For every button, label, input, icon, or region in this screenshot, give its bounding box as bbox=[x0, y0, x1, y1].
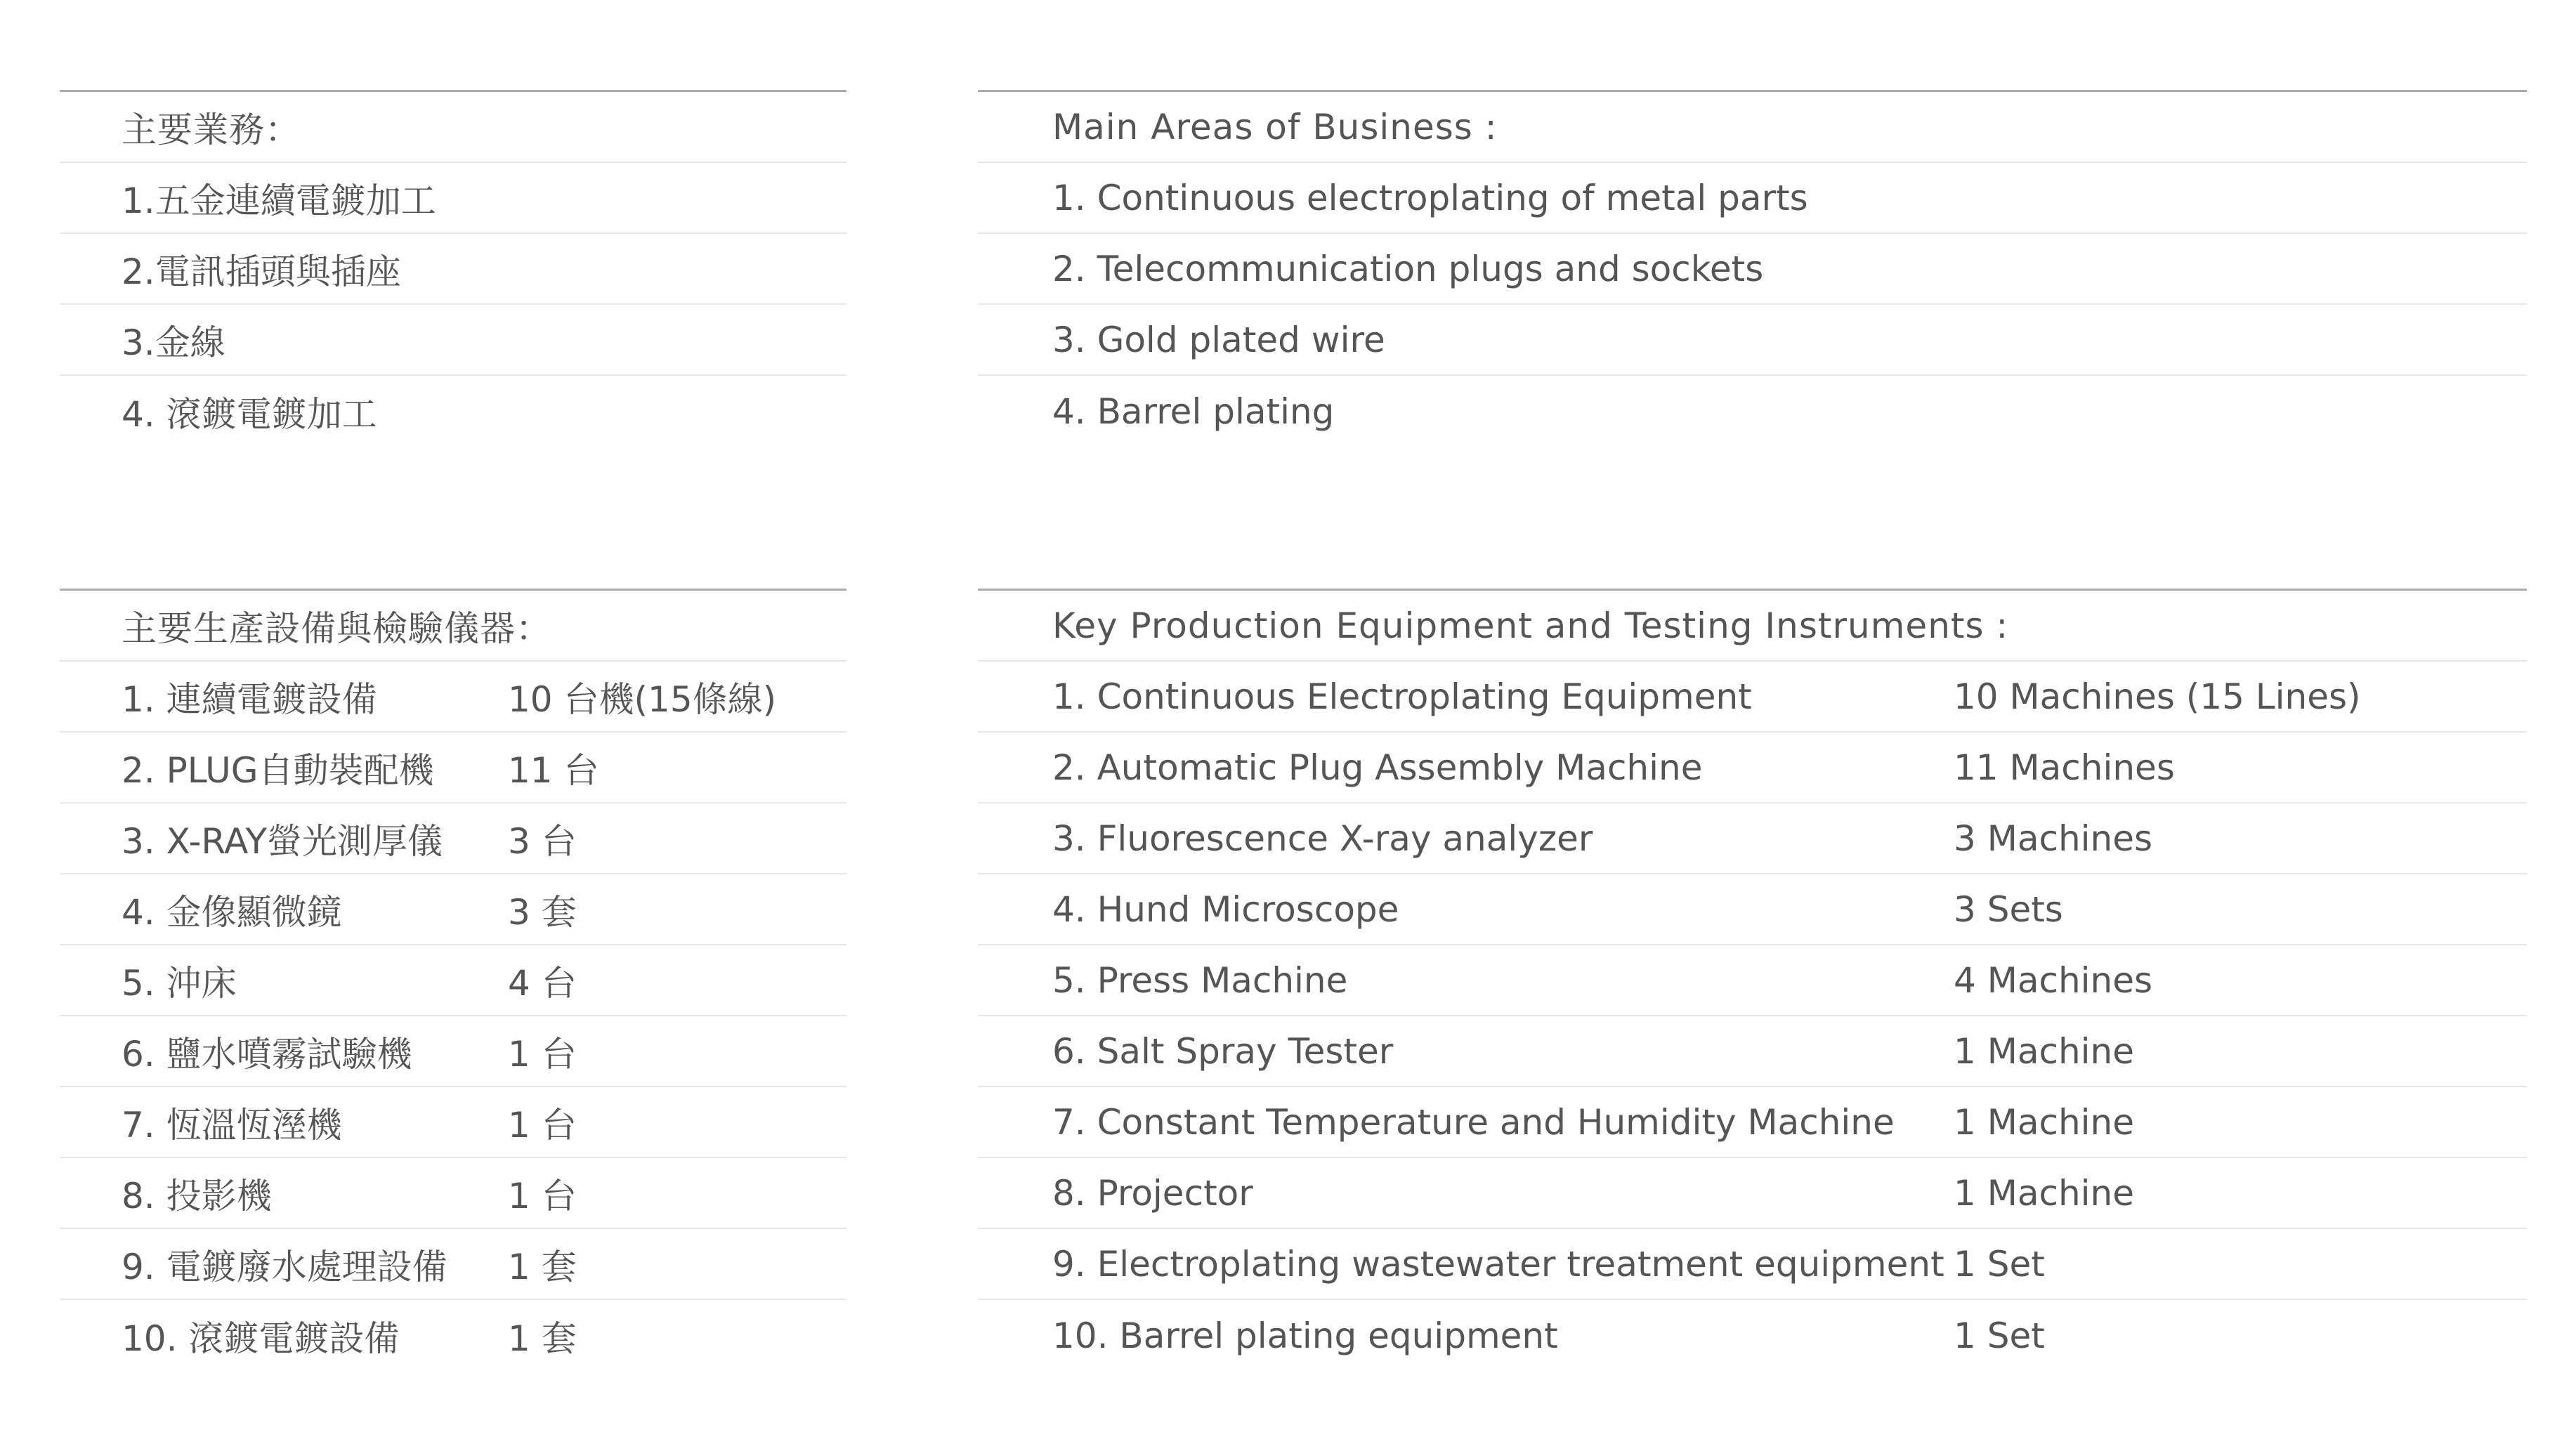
equipment-zh-row bbox=[60, 1158, 846, 1229]
equipment-zh-name: 6. 鹽水噴霧試驗機 bbox=[122, 1033, 412, 1075]
equipment-en-name: 8. Projector bbox=[1052, 1172, 1253, 1214]
equipment-en-qty: 3 Machines bbox=[1954, 818, 2153, 859]
equipment-en-row bbox=[978, 1300, 2527, 1371]
equipment-zh-qty: 10 台機(15條線) bbox=[508, 678, 777, 720]
business-en-item: 4. Barrel plating bbox=[1052, 390, 1335, 432]
business-zh-item: 1.五金連續電鍍加工 bbox=[122, 180, 436, 221]
business-en-row bbox=[978, 234, 2527, 305]
equipment-zh-qty: 1 台 bbox=[508, 1104, 577, 1146]
equipment-en-qty: 1 Machine bbox=[1954, 1172, 2135, 1214]
business-en-item: 1. Continuous electroplating of metal parts bbox=[1052, 177, 1808, 218]
equipment-zh-heading-row bbox=[60, 591, 846, 662]
business-en-section bbox=[978, 90, 2527, 447]
equipment-zh-row bbox=[60, 662, 846, 733]
equipment-en-row bbox=[978, 662, 2527, 733]
equipment-zh-name: 10. 滾鍍電鍍設備 bbox=[122, 1318, 400, 1359]
equipment-zh-row bbox=[60, 733, 846, 803]
equipment-zh-row bbox=[60, 1016, 846, 1087]
equipment-zh-qty: 3 套 bbox=[508, 891, 577, 933]
business-zh-item: 3.金線 bbox=[122, 322, 225, 363]
equipment-en-name: 2. Automatic Plug Assembly Machine bbox=[1052, 747, 1703, 788]
equipment-en-row bbox=[978, 1158, 2527, 1229]
equipment-zh-title: 主要生產設備與檢驗儀器： bbox=[122, 608, 551, 649]
equipment-zh-name: 5. 沖床 bbox=[122, 962, 237, 1004]
business-zh-row bbox=[60, 163, 846, 234]
equipment-zh-name: 1. 連續電鍍設備 bbox=[122, 678, 377, 720]
equipment-en-name: 5. Press Machine bbox=[1052, 959, 1348, 1001]
equipment-zh-row bbox=[60, 803, 846, 874]
business-en-row bbox=[978, 305, 2527, 376]
equipment-zh-name: 4. 金像顯微鏡 bbox=[122, 891, 342, 933]
equipment-zh-row bbox=[60, 874, 846, 945]
equipment-zh-name: 7. 恆溫恆溼機 bbox=[122, 1104, 342, 1146]
business-en-item: 3. Gold plated wire bbox=[1052, 319, 1385, 360]
equipment-zh-name: 9. 電鍍廢水處理設備 bbox=[122, 1246, 447, 1287]
equipment-en-name: 3. Fluorescence X-ray analyzer bbox=[1052, 818, 1593, 859]
equipment-en-heading-row bbox=[978, 591, 2527, 662]
equipment-zh-name: 3. X-RAY螢光測厚儀 bbox=[122, 820, 443, 862]
business-en-heading-row bbox=[978, 92, 2527, 163]
equipment-zh-qty: 3 台 bbox=[508, 820, 577, 862]
equipment-en-row bbox=[978, 1087, 2527, 1158]
business-en-row bbox=[978, 376, 2527, 447]
business-zh-row bbox=[60, 376, 846, 447]
equipment-en-qty: 11 Machines bbox=[1954, 747, 2175, 788]
business-zh-item: 4. 滾鍍電鍍加工 bbox=[122, 393, 377, 435]
equipment-en-row bbox=[978, 733, 2527, 803]
equipment-zh-row bbox=[60, 1300, 846, 1371]
equipment-en-name: 7. Constant Temperature and Humidity Machine bbox=[1052, 1101, 1895, 1143]
business-zh-section bbox=[60, 90, 846, 447]
equipment-zh-qty: 11 台 bbox=[508, 749, 599, 791]
business-en-item: 2. Telecommunication plugs and sockets bbox=[1052, 248, 1764, 289]
equipment-en-row bbox=[978, 803, 2527, 874]
equipment-en-qty: 1 Machine bbox=[1954, 1030, 2135, 1072]
equipment-en-name: 1. Continuous Electroplating Equipment bbox=[1052, 676, 1752, 717]
equipment-en-qty: 10 Machines (15 Lines) bbox=[1954, 676, 2361, 717]
equipment-zh-qty: 1 台 bbox=[508, 1175, 577, 1216]
equipment-en-row bbox=[978, 1229, 2527, 1300]
business-en-row bbox=[978, 163, 2527, 234]
equipment-zh-row bbox=[60, 1087, 846, 1158]
equipment-zh-qty: 1 台 bbox=[508, 1033, 577, 1075]
business-zh-row bbox=[60, 305, 846, 376]
equipment-en-name: 10. Barrel plating equipment bbox=[1052, 1315, 1558, 1356]
equipment-en-qty: 3 Sets bbox=[1954, 888, 2063, 930]
equipment-en-row bbox=[978, 1016, 2527, 1087]
equipment-zh-name: 2. PLUG自動裝配機 bbox=[122, 749, 434, 791]
business-zh-title: 主要業務： bbox=[122, 109, 301, 150]
equipment-en-section bbox=[978, 589, 2527, 1371]
equipment-zh-section bbox=[60, 589, 846, 1371]
business-zh-item: 2.電訊插頭與插座 bbox=[122, 251, 401, 292]
equipment-en-name: 4. Hund Microscope bbox=[1052, 888, 1399, 930]
equipment-en-name: 9. Electroplating wastewater treatment equipment bbox=[1052, 1243, 1944, 1285]
equipment-zh-qty: 1 套 bbox=[508, 1318, 577, 1359]
equipment-en-row bbox=[978, 945, 2527, 1016]
equipment-zh-row bbox=[60, 945, 846, 1016]
business-zh-row bbox=[60, 234, 846, 305]
equipment-zh-qty: 4 台 bbox=[508, 962, 577, 1004]
equipment-zh-name: 8. 投影機 bbox=[122, 1175, 272, 1216]
equipment-en-qty: 4 Machines bbox=[1954, 959, 2153, 1001]
equipment-zh-row bbox=[60, 1229, 846, 1300]
equipment-zh-qty: 1 套 bbox=[508, 1246, 577, 1287]
business-en-title: Main Areas of Business : bbox=[1052, 106, 1498, 147]
equipment-en-qty: 1 Set bbox=[1954, 1243, 2045, 1285]
equipment-en-name: 6. Salt Spray Tester bbox=[1052, 1030, 1394, 1072]
equipment-en-qty: 1 Machine bbox=[1954, 1101, 2135, 1143]
equipment-en-row bbox=[978, 874, 2527, 945]
business-zh-heading-row bbox=[60, 92, 846, 163]
equipment-en-qty: 1 Set bbox=[1954, 1315, 2045, 1356]
equipment-en-title: Key Production Equipment and Testing Instruments : bbox=[1052, 605, 2009, 646]
